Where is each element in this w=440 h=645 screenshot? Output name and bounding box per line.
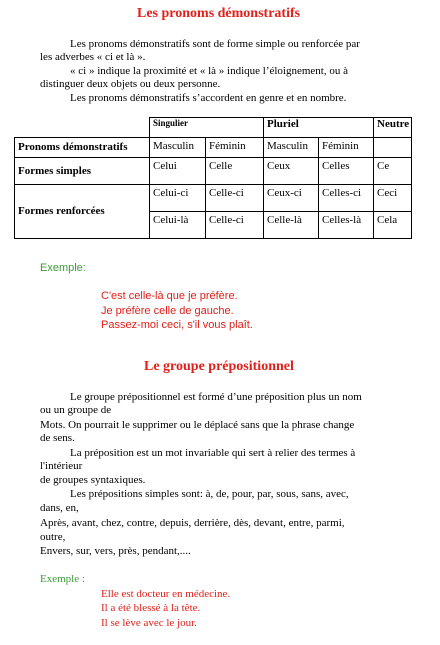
cell-masculin: Masculin xyxy=(150,137,206,157)
paragraph-line: Le groupe prépositionnel est formé d’une préposition plus un nom xyxy=(70,391,362,403)
table-empty-cell xyxy=(15,118,150,138)
row-label-pronoms: Pronoms démonstratifs xyxy=(15,137,150,157)
table-cell: Celles-là xyxy=(319,211,374,238)
paragraph-line: Les pronoms démonstratifs sont de forme simple ou renforcée par xyxy=(70,38,360,50)
paragraph-line: de groupes syntaxiques. xyxy=(40,474,146,486)
exemple-label: Exemple: xyxy=(40,262,86,274)
table-cell: Ce xyxy=(374,157,412,184)
table-cell: Ceux-ci xyxy=(264,184,319,211)
cell-masculin: Masculin xyxy=(264,137,319,157)
header-neutre: Neutre xyxy=(374,118,412,138)
table-cell: Celui-ci xyxy=(150,184,206,211)
example-line: Je préfère celle de gauche. xyxy=(101,305,234,317)
paragraph-line: l'intérieur xyxy=(40,460,83,472)
paragraph-line: dans, en, xyxy=(40,502,79,514)
paragraph-line: Après, avant, chez, contre, depuis, derrière, dès, devant, entre, parmi, xyxy=(40,517,345,529)
table-cell: Celui-là xyxy=(150,211,206,238)
paragraph-line: ou un groupe de xyxy=(40,404,112,416)
example-line: Il a été blessé à la tête. xyxy=(101,602,201,614)
exemple-label: Exemple : xyxy=(40,573,85,585)
paragraph-line: Envers, sur, vers, près, pendant,.... xyxy=(40,545,191,557)
table-cell: Celles xyxy=(319,157,374,184)
paragraph-line: La préposition est un mot invariable qui sert à relier des termes à xyxy=(70,447,356,459)
paragraph-line: de sens. xyxy=(40,432,75,444)
paragraph-line: distinguer deux objets ou deux personne. xyxy=(40,78,221,90)
table-cell: Cela xyxy=(374,211,412,238)
table-cell: Celle xyxy=(206,157,264,184)
example-line: C'est celle-là que je préfère. xyxy=(101,290,238,302)
example-line: Elle est docteur en médecine. xyxy=(101,588,231,600)
paragraph-line: outre, xyxy=(40,531,66,543)
header-singulier: Singulier xyxy=(150,118,264,138)
section-title-demonstratifs: Les pronoms démonstratifs xyxy=(137,6,301,21)
cell-feminin: Féminin xyxy=(319,137,374,157)
section-title-prepositionnel: Le groupe prépositionnel xyxy=(144,359,294,374)
table-cell: Celle-ci xyxy=(206,211,264,238)
paragraph-line: les adverbes « ci et là ». xyxy=(40,51,146,63)
table-cell: Celle-là xyxy=(264,211,319,238)
cell-empty xyxy=(374,137,412,157)
row-label-renforcees: Formes renforcées xyxy=(15,184,150,238)
paragraph-line: Mots. On pourrait le supprimer ou le déplacé sans que la phrase change xyxy=(40,419,355,431)
paragraph-line: Les prépositions simples sont: à, de, pour, par, sous, sans, avec, xyxy=(70,488,349,500)
table-cell: Ceci xyxy=(374,184,412,211)
row-label-simples: Formes simples xyxy=(15,157,150,184)
table-cell: Ceux xyxy=(264,157,319,184)
paragraph-line: « ci » indique la proximité et « là » indique l’éloignement, ou à xyxy=(70,65,348,77)
header-pluriel: Pluriel xyxy=(264,118,374,138)
table-cell: Celui xyxy=(150,157,206,184)
table-cell: Celle-ci xyxy=(206,184,264,211)
example-line: Passez-moi ceci, s'il vous plaît. xyxy=(101,319,253,331)
example-line: Il se lève avec le jour. xyxy=(101,617,197,629)
cell-feminin: Féminin xyxy=(206,137,264,157)
paragraph-line: Les pronoms démonstratifs s’accordent en genre et en nombre. xyxy=(70,92,347,104)
table-cell: Celles-ci xyxy=(319,184,374,211)
demonstratifs-table xyxy=(14,117,412,239)
